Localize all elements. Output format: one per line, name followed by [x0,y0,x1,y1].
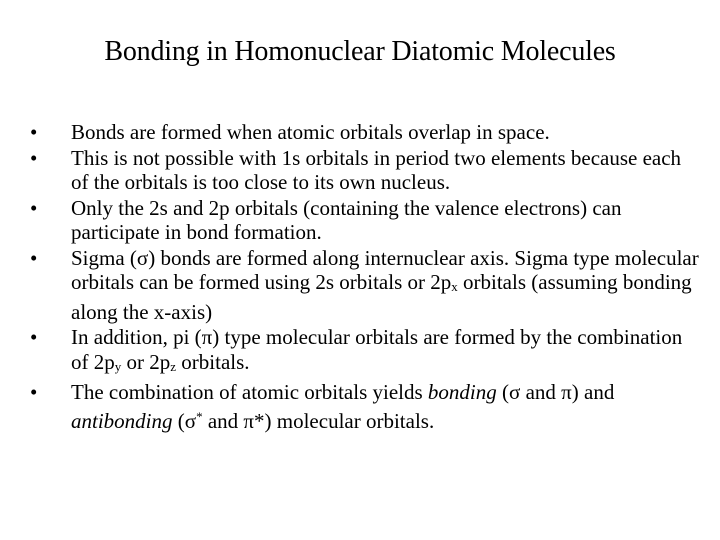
bullet-text-segment: orbitals. [176,349,250,374]
superscript: * [196,408,203,424]
bullet-text [71,246,699,324]
bullet-marker: • [30,380,38,404]
emphasis-text: bonding [427,380,497,404]
bullet-marker: • [30,195,38,220]
bullet-marker: • [30,325,38,349]
bullet-marker: • [30,145,38,170]
bullet-marker: • [30,245,38,270]
bullet-text-segment: (σ and π) and [496,380,615,404]
bullet-text: Bonds are formed when atomic orbitals overlap in space. [71,120,550,144]
bullet-text: Only the 2s and 2p orbitals (containing the valence electrons) can participate in bond formation. [71,195,622,244]
bullet-list [30,120,700,434]
bullet-item [30,120,700,145]
bullet-text-segment: The combination of atomic orbitals yields [71,380,428,404]
bullet-text-segment: (σ [172,408,197,433]
bullet-text-segment: Sigma (σ) bonds are formed along internuclear axis. Sigma type molecular orbitals can be formed using 2s orbitals or 2p [71,245,699,294]
bullet-item [30,380,700,433]
bullet-item [30,196,700,245]
bullet-item [30,246,700,325]
subscript: x [451,279,458,294]
bullet-text: This is not possible with 1s orbitals in period two elements because each of the orbitals is too close to its own nucleus. [71,145,682,194]
subscript: y [114,358,122,374]
bullet-text-segment: or 2p [121,349,171,374]
emphasis-text: antibonding [71,408,173,433]
bullet-item [30,325,700,379]
bullet-text [71,380,614,433]
bullet-marker: • [30,120,38,144]
bullet-item [30,146,700,195]
bullet-text-segment: and π*) molecular orbitals. [202,408,435,433]
bullet-text [71,325,682,374]
subscript: z [170,358,177,374]
bullet-text-segment: orbitals (assuming bonding along the x-axis) [71,270,692,324]
bullet-text-segment: In addition, pi (π) type molecular orbitals are formed by the combination of 2p [71,325,683,374]
slide-title: Bonding in Homonuclear Diatomic Molecules [104,36,616,67]
